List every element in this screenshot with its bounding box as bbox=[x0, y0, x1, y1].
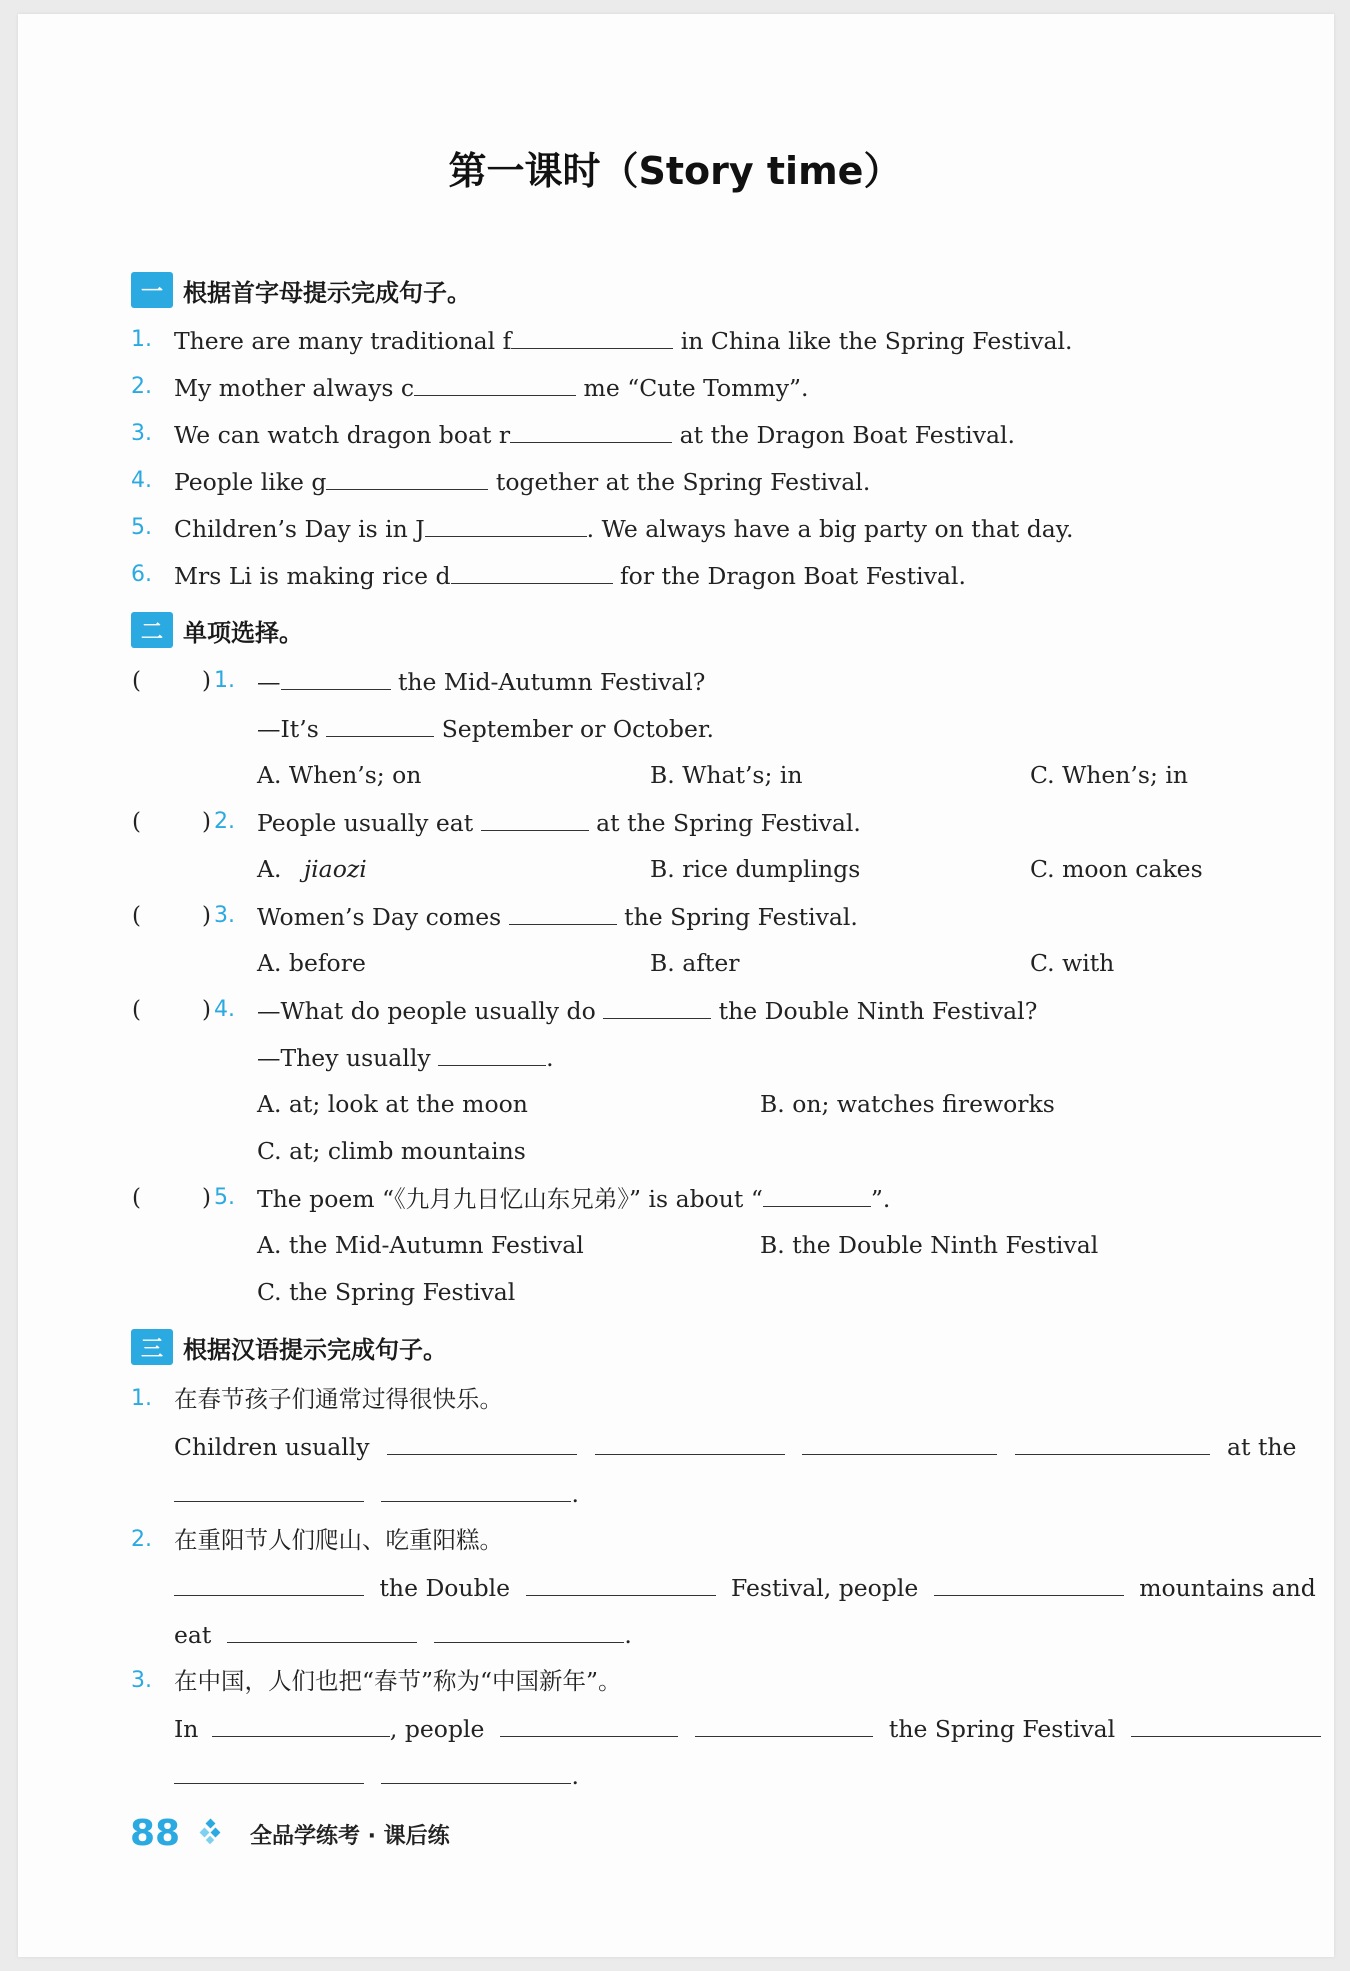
section-2-title: 单项选择。 bbox=[183, 618, 303, 647]
answer-blank[interactable] bbox=[212, 1713, 390, 1737]
text: the Mid-Autumn Festival? bbox=[390, 668, 706, 696]
text: —What do people usually do bbox=[257, 997, 604, 1025]
answer-blank[interactable] bbox=[481, 807, 589, 831]
answer-paren-close: ) bbox=[202, 997, 211, 1023]
answer-blank[interactable] bbox=[802, 1431, 997, 1455]
text: . bbox=[571, 1762, 579, 1790]
answer-blank[interactable] bbox=[603, 995, 711, 1019]
text: the Double bbox=[379, 1574, 511, 1602]
answer-blank[interactable] bbox=[425, 513, 587, 537]
option-a-letter: A. bbox=[257, 855, 282, 883]
question-number: 2. bbox=[214, 809, 235, 834]
answer-blank[interactable] bbox=[174, 1478, 364, 1502]
text: the Spring Festival bbox=[888, 1715, 1116, 1743]
answer-line bbox=[174, 1760, 579, 1791]
question-4-line-2 bbox=[257, 1042, 554, 1073]
item-number: 2. bbox=[131, 374, 152, 399]
text: the Double Ninth Festival? bbox=[711, 997, 1038, 1025]
text: mountains and bbox=[1139, 1574, 1316, 1602]
answer-paren-open: ( bbox=[132, 668, 141, 694]
answer-blank[interactable] bbox=[510, 419, 672, 443]
text: People like g bbox=[174, 468, 327, 496]
option-c: C. When’s; in bbox=[1030, 761, 1188, 789]
text: the Spring Festival. bbox=[616, 903, 858, 931]
section-1-heading bbox=[131, 272, 471, 308]
section-1-title: 根据首字母提示完成句子。 bbox=[183, 278, 471, 307]
text: . We always have a big party on that day. bbox=[586, 515, 1074, 543]
footer-brand: 全品学练考 · 课后练 bbox=[250, 1824, 450, 1849]
answer-blank[interactable] bbox=[227, 1619, 417, 1643]
item-number: 1. bbox=[131, 1386, 152, 1411]
answer-blank[interactable] bbox=[763, 1183, 871, 1207]
answer-blank[interactable] bbox=[326, 466, 488, 490]
question-number: 3. bbox=[214, 903, 235, 928]
answer-blank[interactable] bbox=[381, 1760, 571, 1784]
text: In bbox=[174, 1715, 199, 1743]
page-number: 88 bbox=[130, 1813, 181, 1854]
item-number: 2. bbox=[131, 1527, 152, 1552]
text: eat bbox=[174, 1621, 212, 1649]
sentence-3 bbox=[174, 419, 1015, 450]
question-3-line-1 bbox=[257, 901, 858, 932]
text: —They usually bbox=[257, 1044, 439, 1072]
answer-paren-open: ( bbox=[132, 903, 141, 929]
option-a: A. before bbox=[257, 949, 366, 977]
answer-blank[interactable] bbox=[500, 1713, 678, 1737]
answer-line bbox=[174, 1431, 1296, 1462]
text: me “Cute Tommy”. bbox=[576, 374, 809, 402]
item-number: 6. bbox=[131, 562, 152, 587]
sentence-2 bbox=[174, 372, 808, 403]
answer-line bbox=[174, 1478, 579, 1509]
answer-line bbox=[174, 1619, 632, 1650]
option-c: C. with bbox=[1030, 949, 1115, 977]
answer-paren-close: ) bbox=[202, 668, 211, 694]
answer-blank[interactable] bbox=[174, 1572, 364, 1596]
section-3-badge: 三 bbox=[131, 1329, 173, 1365]
answer-blank[interactable] bbox=[434, 1619, 624, 1643]
option-b: B. after bbox=[650, 949, 740, 977]
text: Children usually bbox=[174, 1433, 370, 1461]
item-number: 1. bbox=[131, 327, 152, 352]
text: Mrs Li is making rice d bbox=[174, 562, 451, 590]
answer-blank[interactable] bbox=[438, 1042, 546, 1066]
item-number: 3. bbox=[131, 421, 152, 446]
text: . bbox=[546, 1044, 554, 1072]
text: People usually eat bbox=[257, 809, 481, 837]
sentence-5 bbox=[174, 513, 1073, 544]
option-b: B. on; watches fireworks bbox=[760, 1090, 1055, 1118]
option-a bbox=[257, 854, 367, 884]
option-b: B. What’s; in bbox=[650, 761, 803, 789]
answer-paren-open: ( bbox=[132, 1185, 141, 1211]
answer-blank[interactable] bbox=[326, 713, 434, 737]
answer-paren-open: ( bbox=[132, 809, 141, 835]
answer-blank[interactable] bbox=[414, 372, 576, 396]
question-number: 1. bbox=[214, 668, 235, 693]
text: Women’s Day comes bbox=[257, 903, 509, 931]
answer-blank[interactable] bbox=[451, 560, 613, 584]
section-2-heading bbox=[131, 612, 303, 648]
section-3-heading bbox=[131, 1329, 447, 1365]
answer-paren-close: ) bbox=[202, 903, 211, 929]
text: —It’s bbox=[257, 715, 327, 743]
question-5-line-1 bbox=[257, 1183, 890, 1214]
text: ”. bbox=[870, 1185, 891, 1213]
option-a: A. at; look at the moon bbox=[257, 1090, 528, 1118]
text: , people bbox=[389, 1715, 485, 1743]
answer-paren-close: ) bbox=[202, 1185, 211, 1211]
text: My mother always c bbox=[174, 374, 415, 402]
text: at the Spring Festival. bbox=[588, 809, 861, 837]
section-2-badge: 二 bbox=[131, 612, 173, 648]
answer-blank[interactable] bbox=[511, 325, 673, 349]
text: together at the Spring Festival. bbox=[488, 468, 871, 496]
chinese-prompt: 在重阳节人们爬山、吃重阳糕。 bbox=[174, 1526, 503, 1554]
sentence-1 bbox=[174, 325, 1073, 356]
answer-blank[interactable] bbox=[695, 1713, 873, 1737]
text: in China like the Spring Festival. bbox=[673, 327, 1073, 355]
text: at the Dragon Boat Festival. bbox=[672, 421, 1015, 449]
option-a: A. the Mid-Autumn Festival bbox=[257, 1231, 584, 1259]
text: Children’s Day is in J bbox=[174, 515, 425, 543]
answer-blank[interactable] bbox=[174, 1760, 364, 1784]
answer-blank[interactable] bbox=[595, 1431, 785, 1455]
answer-line bbox=[174, 1572, 1316, 1603]
option-b: B. the Double Ninth Festival bbox=[760, 1231, 1099, 1259]
item-number: 4. bbox=[131, 468, 152, 493]
text: September or October. bbox=[434, 715, 714, 743]
diamond-cluster-icon bbox=[198, 1816, 228, 1846]
text: . bbox=[624, 1621, 632, 1649]
item-number: 3. bbox=[131, 1668, 152, 1693]
question-2-line-1 bbox=[257, 807, 861, 838]
option-c: C. the Spring Festival bbox=[257, 1278, 516, 1306]
section-3-title: 根据汉语提示完成句子。 bbox=[183, 1335, 447, 1364]
text: at the bbox=[1227, 1433, 1297, 1461]
answer-blank[interactable] bbox=[387, 1431, 577, 1455]
sentence-4 bbox=[174, 466, 870, 497]
section-1-badge: 一 bbox=[131, 272, 173, 308]
answer-blank[interactable] bbox=[509, 901, 617, 925]
chinese-prompt: 在春节孩子们通常过得很快乐。 bbox=[174, 1385, 503, 1413]
answer-blank[interactable] bbox=[281, 666, 391, 690]
option-a: A. When’s; on bbox=[257, 761, 422, 789]
answer-blank[interactable] bbox=[526, 1572, 716, 1596]
answer-blank[interactable] bbox=[934, 1572, 1124, 1596]
answer-paren-open: ( bbox=[132, 997, 141, 1023]
text: There are many traditional f bbox=[174, 327, 512, 355]
answer-blank[interactable] bbox=[1015, 1431, 1210, 1455]
answer-paren-close: ) bbox=[202, 809, 211, 835]
chinese-prompt: 在中国，人们也把“春节”称为“中国新年”。 bbox=[174, 1667, 622, 1695]
text: — bbox=[257, 668, 281, 696]
answer-line bbox=[174, 1713, 1321, 1744]
text: Festival, people bbox=[731, 1574, 919, 1602]
text: The poem “《九月九日忆山东兄弟》” is about “ bbox=[257, 1185, 763, 1213]
answer-blank[interactable] bbox=[381, 1478, 571, 1502]
question-number: 5. bbox=[214, 1185, 235, 1210]
item-number: 5. bbox=[131, 515, 152, 540]
question-number: 4. bbox=[214, 997, 235, 1022]
question-1-line-1 bbox=[257, 666, 705, 697]
text: for the Dragon Boat Festival. bbox=[612, 562, 966, 590]
option-b: B. rice dumplings bbox=[650, 855, 861, 883]
answer-blank[interactable] bbox=[1131, 1713, 1321, 1737]
option-c: C. moon cakes bbox=[1030, 855, 1203, 883]
question-1-line-2 bbox=[257, 713, 714, 744]
option-a-text: jiaozi bbox=[303, 855, 367, 883]
page-title: 第一课时（Story time） bbox=[448, 149, 902, 193]
sentence-6 bbox=[174, 560, 966, 591]
text: . bbox=[571, 1480, 579, 1508]
option-c: C. at; climb mountains bbox=[257, 1137, 526, 1165]
text: We can watch dragon boat r bbox=[174, 421, 511, 449]
question-4-line-1 bbox=[257, 995, 1037, 1026]
